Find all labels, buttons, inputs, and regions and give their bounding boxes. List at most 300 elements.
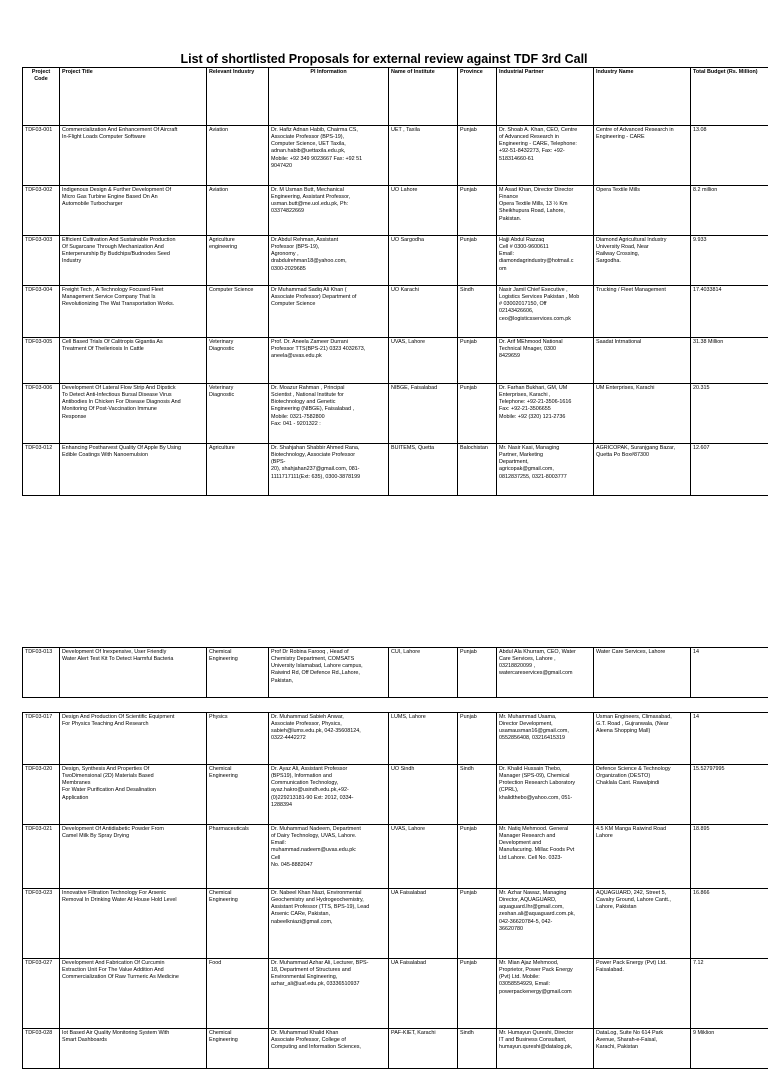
- cell-industry-name-line: UM Enterprises, Karachi: [596, 385, 688, 392]
- cell-relevant-industry-line: Chemical: [209, 766, 266, 773]
- cell-industry-name-line: Defence Science & Technology: [596, 766, 688, 773]
- cell-province: [458, 384, 497, 444]
- cell-industry-name-line: Karachi, Pakistan: [596, 1044, 688, 1051]
- proposals-table-page-2b: [22, 712, 768, 1069]
- cell-province-line: Sindh: [460, 287, 494, 294]
- cell-industrial-partner-line: aquaguard.lhr@gmail.com,: [499, 904, 591, 911]
- cell-project-title: [60, 713, 207, 765]
- cell-industrial-partner-line: Technical Mnager, 0300: [499, 346, 591, 353]
- cell-pi-information-line: Communication Technology,: [271, 780, 386, 787]
- cell-industrial-partner: [497, 765, 594, 825]
- cell-pi-information-line: Computing and Information Sciences,: [271, 1044, 386, 1051]
- cell-industrial-partner-line: Engineering - CARE, Telephone:: [499, 141, 591, 148]
- cell-industrial-partner-line: Hajji Abdul Razzaq: [499, 237, 591, 244]
- cell-pi-information-line: Chemistry Department, COMSATS: [271, 656, 386, 663]
- cell-institute: [389, 825, 458, 889]
- cell-industrial-partner-line: Cell # 0300-9600611: [499, 244, 591, 251]
- cell-industrial-partner-line: humayun.qureshi@datalog.pk,: [499, 1044, 591, 1051]
- cell-project-title: [60, 889, 207, 959]
- cell-total-budget-line: 14: [693, 714, 767, 721]
- cell-industrial-partner-line: powerpackenergy@gmail.com: [499, 989, 591, 996]
- cell-project-code-line: TDF03-023: [25, 890, 57, 897]
- cell-industrial-partner: [497, 648, 594, 698]
- cell-industry-name: [594, 444, 691, 496]
- cell-industrial-partner-line: Proprietor, Power Pack Energy: [499, 967, 591, 974]
- cell-industrial-partner-line: zeshan.ali@aquaguard.com.pk,: [499, 911, 591, 918]
- cell-project-title-line: Management Service Company That Is: [62, 294, 204, 301]
- cell-province-line: Punjab: [460, 385, 494, 392]
- cell-project-code-line: TDF03-020: [25, 766, 57, 773]
- cell-institute: [389, 713, 458, 765]
- table-row: [23, 889, 768, 959]
- cell-industrial-partner: [497, 384, 594, 444]
- cell-industry-name-line: Lahore, Pakistan: [596, 904, 688, 911]
- cell-relevant-industry: [207, 959, 269, 1029]
- cell-industry-name-line: Chaklala Cant. Rawalpindi: [596, 780, 688, 787]
- cell-project-title-line: Iot Based Air Quality Monitoring System With: [62, 1030, 204, 1037]
- cell-pi-information-line: Computer Science, UET Taxila,: [271, 141, 386, 148]
- header-project-code: Project Code: [23, 68, 60, 126]
- cell-total-budget: [691, 713, 768, 765]
- cell-project-title-line: TwoDimensional (2D) Materials Based: [62, 773, 204, 780]
- cell-industrial-partner-line: 0552856408, 03216415319: [499, 735, 591, 742]
- table-row: [23, 444, 768, 496]
- cell-project-title-line: Membranes: [62, 780, 204, 787]
- cell-institute-line: PAF-KIET, Karachi: [391, 1030, 455, 1037]
- cell-pi-information-line: Dr. Moazur Rahman , Principal: [271, 385, 386, 392]
- cell-pi-information-line: Dr. Muhammad Azhar Ali, Lecturer, BPS-: [271, 960, 386, 967]
- cell-pi-information-line: Cell: [271, 855, 386, 862]
- cell-project-code-line: TDF03-004: [25, 287, 57, 294]
- cell-total-budget: [691, 286, 768, 338]
- cell-industrial-partner-line: Department,: [499, 459, 591, 466]
- cell-project-title: [60, 126, 207, 186]
- cell-province-line: Punjab: [460, 826, 494, 833]
- cell-relevant-industry: [207, 126, 269, 186]
- cell-institute: [389, 236, 458, 286]
- cell-pi-information-line: Assistant Professor (TTS, BPS-19), Lead: [271, 904, 386, 911]
- cell-pi-information-line: Dr. Muhammad Sabieh Anwar,: [271, 714, 386, 721]
- cell-industry-name-line: University Road, Near: [596, 244, 688, 251]
- cell-industrial-partner-line: Sheikhupura Road, Lahore,: [499, 208, 591, 215]
- cell-industrial-partner-line: Manager (SPS-09), Chemical: [499, 773, 591, 780]
- cell-province-line: Sindh: [460, 1030, 494, 1037]
- cell-project-code: [23, 713, 60, 765]
- cell-pi-information: [269, 444, 389, 496]
- cell-pi-information-line: No. 045-8882047: [271, 862, 386, 869]
- cell-pi-information-line: (BPS-: [271, 459, 386, 466]
- cell-industrial-partner-line: Director Development,: [499, 721, 591, 728]
- cell-pi-information-line: Prof. Dr. Aneela Zameer Durrani: [271, 339, 386, 346]
- cell-total-budget-line: 18.895: [693, 826, 767, 833]
- cell-industrial-partner: [497, 825, 594, 889]
- cell-institute-line: NIBGE, Faisalabad: [391, 385, 455, 392]
- cell-pi-information-line: 1111717111(Ext: 635), 0300-3878199: [271, 474, 386, 481]
- cell-industry-name: [594, 825, 691, 889]
- table-row: [23, 765, 768, 825]
- cell-industry-name: [594, 889, 691, 959]
- cell-relevant-industry-line: Chemical: [209, 890, 266, 897]
- table-row: [23, 1029, 768, 1069]
- cell-total-budget: [691, 126, 768, 186]
- cell-province-line: Punjab: [460, 714, 494, 721]
- cell-project-code: [23, 236, 60, 286]
- cell-industrial-partner-line: Mr. Nasir Kasi, Managing: [499, 445, 591, 452]
- cell-project-title: [60, 338, 207, 384]
- cell-project-title-line: Automobile Turbocharger: [62, 201, 204, 208]
- cell-industrial-partner-line: Fax: +92-21-3506655: [499, 406, 591, 413]
- cell-total-budget-line: 9.933: [693, 237, 767, 244]
- cell-relevant-industry-line: Engineering: [209, 897, 266, 904]
- cell-industrial-partner-line: (Pvt) Ltd. Mobile:: [499, 974, 591, 981]
- cell-industry-name: [594, 286, 691, 338]
- cell-pi-information-line: Biotechnology, Associate Professor: [271, 452, 386, 459]
- cell-project-title-line: Water Alert Test Kit To Detect Harmful Bacteria: [62, 656, 204, 663]
- cell-industrial-partner-line: Mr. Natiq Mehmood. General: [499, 826, 591, 833]
- cell-project-title: [60, 444, 207, 496]
- cell-industrial-partner-line: (CPRL),: [499, 787, 591, 794]
- cell-total-budget-line: 31.38 Million: [693, 339, 767, 346]
- cell-industrial-partner-line: Nasir Jamil Chief Executive ,: [499, 287, 591, 294]
- header-province: Province: [458, 68, 497, 126]
- cell-project-code-line: TDF03-002: [25, 187, 57, 194]
- cell-project-code-line: TDF03-006: [25, 385, 57, 392]
- cell-institute: [389, 648, 458, 698]
- table-row: [23, 126, 768, 186]
- cell-project-code: [23, 825, 60, 889]
- cell-project-title-line: Monitoring Of Post-Vaccination Immune: [62, 406, 204, 413]
- cell-relevant-industry: [207, 648, 269, 698]
- cell-pi-information-line: 9047420: [271, 163, 386, 170]
- cell-relevant-industry-line: Agriculture: [209, 445, 266, 452]
- cell-pi-information: [269, 1029, 389, 1069]
- header-industrial-partner: Industrial Partner: [497, 68, 594, 126]
- cell-industrial-partner-line: 0812837255, 0321-8003777: [499, 474, 591, 481]
- cell-project-title-line: Industry: [62, 258, 204, 265]
- cell-relevant-industry: [207, 384, 269, 444]
- cell-province: [458, 338, 497, 384]
- cell-project-title: [60, 236, 207, 286]
- cell-pi-information-line: Engineering (NIBGE), Faisalabad ,: [271, 406, 386, 413]
- cell-pi-information: [269, 286, 389, 338]
- cell-province: [458, 236, 497, 286]
- cell-industrial-partner-line: ceo@logisticsservices.com.pk: [499, 316, 591, 323]
- cell-project-title-line: Development Of Inexpensive, User Friendly: [62, 649, 204, 656]
- cell-relevant-industry: [207, 186, 269, 236]
- cell-pi-information-line: Associate Professor, College of: [271, 1037, 386, 1044]
- cell-total-budget: [691, 1029, 768, 1069]
- cell-province: [458, 713, 497, 765]
- cell-project-title-line: Freight Tech , A Technology Focused Fleet: [62, 287, 204, 294]
- cell-project-title-line: Treatment Of Theileriosis In Cattle: [62, 346, 204, 353]
- cell-project-code: [23, 889, 60, 959]
- cell-relevant-industry-line: Computer Science: [209, 287, 266, 294]
- cell-industry-name-line: Power Pack Energy (Pvt) Ltd.: [596, 960, 688, 967]
- cell-industrial-partner-line: diamondagrindustry@hotmail.c: [499, 258, 591, 265]
- cell-industry-name-line: DataLog, Suite No 614 Park: [596, 1030, 688, 1037]
- cell-province-line: Punjab: [460, 187, 494, 194]
- cell-pi-information-line: of Dairy Technology, UVAS, Lahore.: [271, 833, 386, 840]
- cell-pi-information-line: Engineering, Assistant Professor,: [271, 194, 386, 201]
- cell-relevant-industry: [207, 765, 269, 825]
- cell-industry-name-line: Sargodha.: [596, 258, 688, 265]
- table-row: [23, 384, 768, 444]
- cell-industrial-partner-line: 02143426606,: [499, 308, 591, 315]
- cell-pi-information-line: drabdulrehman18@yahoo.com,: [271, 258, 386, 265]
- cell-pi-information-line: (BPS19), Information and: [271, 773, 386, 780]
- cell-institute: [389, 186, 458, 236]
- cell-industrial-partner-line: watercareservices@gmail.com: [499, 670, 591, 677]
- cell-project-title-line: Innovative Filtration Technology For Arsenic: [62, 890, 204, 897]
- cell-industrial-partner-line: Mr. Muhammad Usama,: [499, 714, 591, 721]
- cell-industrial-partner-line: Finance: [499, 194, 591, 201]
- cell-pi-information-line: Dr Muhammad Sadiq Ali Khan (: [271, 287, 386, 294]
- cell-pi-information-line: Environmental Engineering,: [271, 974, 386, 981]
- cell-total-budget: [691, 338, 768, 384]
- cell-institute-line: BUITEMS, Quetta: [391, 445, 455, 452]
- table-row: [23, 186, 768, 236]
- cell-project-title-line: Enhancing Postharvest Quality Of Apple By Using: [62, 445, 204, 452]
- cell-institute: [389, 444, 458, 496]
- cell-total-budget: [691, 384, 768, 444]
- cell-relevant-industry-line: Agriculture: [209, 237, 266, 244]
- cell-total-budget: [691, 648, 768, 698]
- cell-institute-line: UET , Taxila: [391, 127, 455, 134]
- cell-institute-line: UO Sindh: [391, 766, 455, 773]
- cell-project-code: [23, 286, 60, 338]
- cell-pi-information: [269, 338, 389, 384]
- cell-pi-information-line: 20), shahjahan237@gmail.com, 081-: [271, 466, 386, 473]
- cell-industrial-partner-line: Manufacuring. Millac Foods Pvt: [499, 847, 591, 854]
- cell-industrial-partner-line: Manager Research and: [499, 833, 591, 840]
- cell-industry-name-line: Saadat Intrnational: [596, 339, 688, 346]
- table-row: [23, 713, 768, 765]
- cell-project-title-line: Development And Fabrication Of Curcumin: [62, 960, 204, 967]
- cell-industrial-partner-line: Pakistan.: [499, 216, 591, 223]
- cell-pi-information-line: Mobile: 0321-7582800: [271, 414, 386, 421]
- cell-industrial-partner: [497, 126, 594, 186]
- cell-industry-name-line: G.T. Road , Gujranwala, (Near: [596, 721, 688, 728]
- cell-industry-name-line: Usman Engineers, Climaxabad,: [596, 714, 688, 721]
- table-row: [23, 236, 768, 286]
- cell-project-title-line: For Physics Teaching And Research: [62, 721, 204, 728]
- cell-project-title-line: For Water Purification And Desalination: [62, 787, 204, 794]
- cell-pi-information-line: sabieh@lums.edu.pk, 042-35608124,: [271, 728, 386, 735]
- cell-project-title: [60, 825, 207, 889]
- cell-province: [458, 286, 497, 338]
- cell-project-title-line: In-Flight Loads Computer Software: [62, 134, 204, 141]
- cell-province-line: Punjab: [460, 960, 494, 967]
- cell-institute-line: LUMS, Lahore: [391, 714, 455, 721]
- cell-project-title-line: Development Of Antidiabetic Powder From: [62, 826, 204, 833]
- cell-pi-information-line: University Islamabad, Lahore campus,: [271, 663, 386, 670]
- cell-institute-line: UA Faisalabad: [391, 960, 455, 967]
- table-body-page-2b: [23, 713, 768, 1069]
- cell-project-code-line: TDF03-012: [25, 445, 57, 452]
- cell-industrial-partner-line: Director, AQUAGUARD,: [499, 897, 591, 904]
- cell-pi-information-line: Dr.Abdul Rehman, Assistant: [271, 237, 386, 244]
- cell-industry-name: [594, 186, 691, 236]
- cell-project-code-line: TDF03-017: [25, 714, 57, 721]
- cell-province-line: Punjab: [460, 127, 494, 134]
- cell-industry-name: [594, 959, 691, 1029]
- table-row: [23, 286, 768, 338]
- cell-institute-line: CUI, Lahore: [391, 649, 455, 656]
- cell-relevant-industry-line: Aviation: [209, 187, 266, 194]
- cell-project-title: [60, 959, 207, 1029]
- cell-institute: [389, 1029, 458, 1069]
- cell-project-code-line: TDF03-001: [25, 127, 57, 134]
- cell-pi-information-line: 1288394: [271, 802, 386, 809]
- cell-industrial-partner-line: Dr. Farhan Bukhari, GM, UM: [499, 385, 591, 392]
- cell-industry-name-line: Diamond Agricultural Industry: [596, 237, 688, 244]
- cell-industrial-partner-line: +92-51-8432273, Fax: +92-: [499, 148, 591, 155]
- cell-project-code: [23, 648, 60, 698]
- cell-total-budget-line: 14: [693, 649, 767, 656]
- cell-relevant-industry: [207, 236, 269, 286]
- cell-pi-information-line: usman.butt@me.uol.edu.pk, Ph:: [271, 201, 386, 208]
- table-row: [23, 825, 768, 889]
- header-pi-information: PI Information: [269, 68, 389, 126]
- cell-relevant-industry-line: Chemical: [209, 649, 266, 656]
- cell-pi-information-line: Professor TTS(BPS-21) 0323 4032673,: [271, 346, 386, 353]
- cell-province-line: Punjab: [460, 237, 494, 244]
- cell-industrial-partner-line: 518314660-61: [499, 156, 591, 163]
- cell-project-code-line: TDF03-003: [25, 237, 57, 244]
- cell-project-title-line: Revolutionizing The Wat Transportation Works.: [62, 301, 204, 308]
- cell-pi-information-line: Associate Professor (BPS-19),: [271, 134, 386, 141]
- cell-institute-line: UO Sargodha: [391, 237, 455, 244]
- cell-total-budget-line: 15.52797995: [693, 766, 767, 773]
- cell-industrial-partner: [497, 959, 594, 1029]
- cell-pi-information-line: Dr. Muhammad Nadeem, Department: [271, 826, 386, 833]
- cell-relevant-industry: [207, 889, 269, 959]
- cell-industry-name-line: AGRICOPAK, Suranjgang Bazar,: [596, 445, 688, 452]
- cell-pi-information-line: Dr. Shahjahan Shabbir Ahmed Rana,: [271, 445, 386, 452]
- cell-project-code: [23, 444, 60, 496]
- cell-pi-information-line: Associate Professor) Department of: [271, 294, 386, 301]
- cell-pi-information: [269, 384, 389, 444]
- cell-pi-information-line: Agronomy ,: [271, 251, 386, 258]
- cell-province: [458, 186, 497, 236]
- cell-province: [458, 825, 497, 889]
- cell-pi-information-line: aneela@uvas.edu.pk: [271, 353, 386, 360]
- cell-total-budget-line: 7.12: [693, 960, 767, 967]
- cell-province: [458, 648, 497, 698]
- cell-province: [458, 1029, 497, 1069]
- cell-industry-name-line: 4.5 KM Manga Raiwind Road: [596, 826, 688, 833]
- cell-industrial-partner-line: Abdul Ala Khurram, CEO, Water: [499, 649, 591, 656]
- cell-industrial-partner: [497, 186, 594, 236]
- cell-industry-name-line: Quetta Po Box#87300: [596, 452, 688, 459]
- cell-industrial-partner: [497, 236, 594, 286]
- cell-relevant-industry-line: Engineering: [209, 773, 266, 780]
- cell-industry-name-line: Lahore: [596, 833, 688, 840]
- cell-industrial-partner-line: Care Services, Lahore ,: [499, 656, 591, 663]
- cell-industrial-partner-line: Dr. Khalid Hussain Thebo,: [499, 766, 591, 773]
- header-total-budget: Total Budget (Rs. Million): [691, 68, 768, 126]
- cell-relevant-industry-line: Physics: [209, 714, 266, 721]
- cell-project-title: [60, 1029, 207, 1069]
- cell-industry-name: [594, 765, 691, 825]
- cell-pi-information-line: 03374822669: [271, 208, 386, 215]
- cell-province: [458, 959, 497, 1029]
- cell-pi-information: [269, 713, 389, 765]
- cell-industrial-partner-line: khalidthebo@yahoo.com, 051-: [499, 795, 591, 802]
- cell-industrial-partner-line: Partner, Marketing: [499, 452, 591, 459]
- cell-project-code-line: TDF03-027: [25, 960, 57, 967]
- cell-industrial-partner-line: agricopak@gmail.com,: [499, 466, 591, 473]
- cell-industrial-partner-line: Mr. Azhar Nawaz, Managing: [499, 890, 591, 897]
- cell-industry-name-line: Organization (DESTO): [596, 773, 688, 780]
- table-row: [23, 648, 768, 698]
- cell-industry-name-line: AQUAGUARD, 242, Street 5,: [596, 890, 688, 897]
- cell-industrial-partner: [497, 286, 594, 338]
- proposals-table-page-2a: [22, 647, 768, 698]
- cell-province-line: Balochistan: [460, 445, 494, 452]
- cell-relevant-industry-line: Engineering: [209, 1037, 266, 1044]
- cell-pi-information-line: 0322-4442272: [271, 735, 386, 742]
- cell-pi-information-line: azhar_ali@uaf.edu.pk, 03336510937: [271, 981, 386, 988]
- cell-province: [458, 889, 497, 959]
- cell-industry-name-line: Trucking / Fleet Management: [596, 287, 688, 294]
- cell-project-title-line: To Detect Anti-Infectious Bursal Disease Virus: [62, 392, 204, 399]
- cell-industrial-partner-line: 042-36620784-5, 042-: [499, 919, 591, 926]
- cell-industrial-partner-line: Dr. Arif MEhmood National: [499, 339, 591, 346]
- cell-relevant-industry-line: Aviation: [209, 127, 266, 134]
- cell-relevant-industry-line: Engineering: [209, 656, 266, 663]
- header-industry-name: Industry Name: [594, 68, 691, 126]
- cell-industrial-partner-line: 36620780: [499, 926, 591, 933]
- cell-province-line: Punjab: [460, 649, 494, 656]
- cell-total-budget-line: 12.607: [693, 445, 767, 452]
- cell-institute: [389, 384, 458, 444]
- cell-project-title-line: Micro Gas Turbine Engine Based On An: [62, 194, 204, 201]
- cell-relevant-industry-line: Veterinary: [209, 339, 266, 346]
- cell-project-title-line: Of Sugarcane Through Mechanization And: [62, 244, 204, 251]
- cell-institute: [389, 959, 458, 1029]
- cell-industrial-partner-line: M Asad Khan, Director Director: [499, 187, 591, 194]
- cell-relevant-industry-line: Diagnostic: [209, 346, 266, 353]
- cell-industry-name: [594, 713, 691, 765]
- table-body-page-2a: [23, 648, 768, 698]
- cell-industry-name-line: Water Care Services, Lahore: [596, 649, 688, 656]
- cell-industrial-partner-line: Development and: [499, 840, 591, 847]
- cell-industrial-partner-line: Mr. Mian Ajaz Mehmood,: [499, 960, 591, 967]
- cell-province: [458, 765, 497, 825]
- cell-industry-name: [594, 384, 691, 444]
- cell-project-title-line: Camel Milk By Spray Drying: [62, 833, 204, 840]
- cell-relevant-industry: [207, 1029, 269, 1069]
- cell-project-title: [60, 765, 207, 825]
- cell-industry-name-line: Centre of Advanced Research in: [596, 127, 688, 134]
- cell-total-budget: [691, 236, 768, 286]
- cell-project-title-line: Design, Synthesis And Properties Of: [62, 766, 204, 773]
- cell-project-title-line: Commercialization And Enhancement Of Aircraft: [62, 127, 204, 134]
- cell-industrial-partner-line: Mr. Humayun Qureshi, Director: [499, 1030, 591, 1037]
- cell-industry-name: [594, 648, 691, 698]
- cell-total-budget: [691, 825, 768, 889]
- cell-industrial-partner-line: # 03002017150, Off: [499, 301, 591, 308]
- cell-pi-information-line: Computer Science: [271, 301, 386, 308]
- cell-total-budget-line: 13.08: [693, 127, 767, 134]
- cell-total-budget: [691, 186, 768, 236]
- cell-pi-information-line: Mobile: +92 349 9023667 Fax: +92 51: [271, 156, 386, 163]
- cell-project-code: [23, 384, 60, 444]
- cell-relevant-industry: [207, 444, 269, 496]
- table-header-row: [23, 68, 768, 126]
- cell-industry-name-line: Opera Textile Mills: [596, 187, 688, 194]
